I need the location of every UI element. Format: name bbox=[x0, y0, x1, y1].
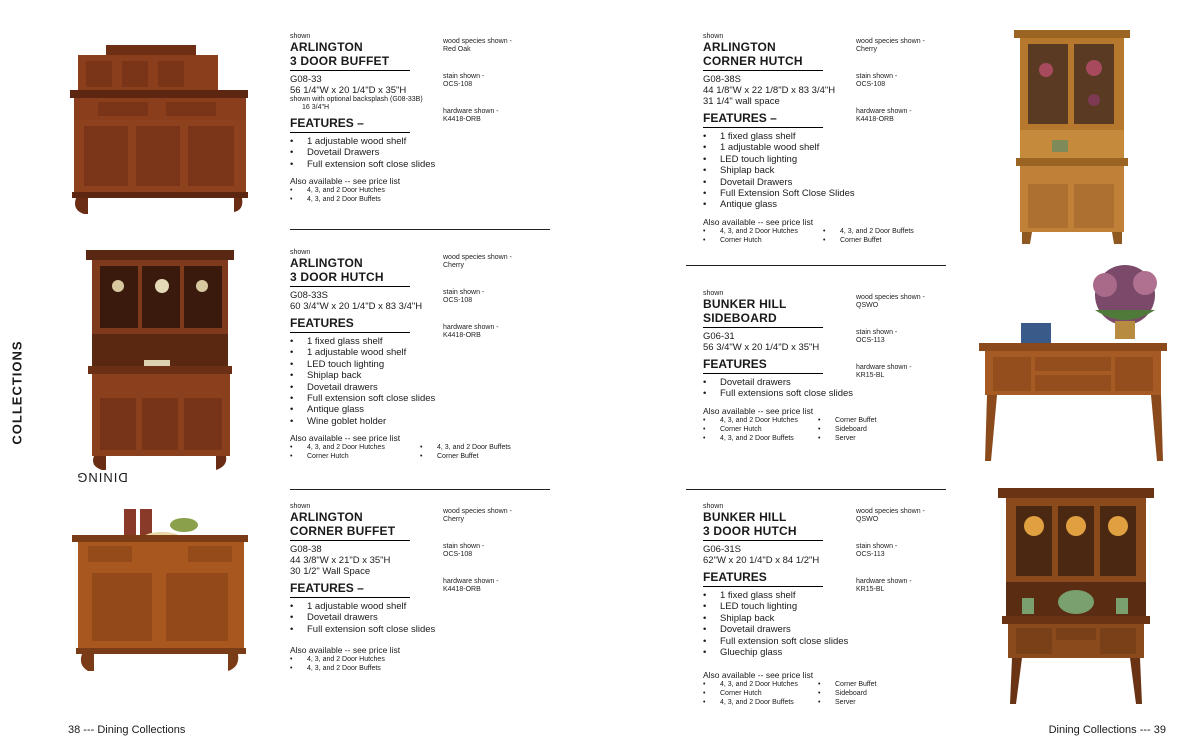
product-title-line2: CORNER BUFFET bbox=[290, 524, 396, 538]
side-section-label bbox=[2, 300, 128, 500]
product-specs bbox=[856, 38, 925, 143]
divider bbox=[686, 265, 946, 266]
hardware-value: KR15-BL bbox=[856, 372, 885, 379]
features-heading: FEATURES – bbox=[290, 116, 364, 130]
features-heading: FEATURES bbox=[703, 357, 767, 371]
wood-label: wood species shown - bbox=[443, 254, 512, 261]
available-item: • Sideboard bbox=[818, 425, 918, 434]
also-available-label: Also available -- see price list bbox=[290, 645, 401, 656]
product-code: G08-38 bbox=[290, 544, 322, 555]
available-item: • 4, 3, and 2 Door Buffets bbox=[823, 227, 943, 236]
feature-item: • Gluechip glass bbox=[703, 647, 943, 658]
divider bbox=[290, 229, 550, 230]
also-available-label: Also available -- see price list bbox=[703, 216, 814, 227]
available-list bbox=[290, 443, 511, 461]
product-arlington-corner-buffet bbox=[290, 503, 440, 673]
wood-value: Cherry bbox=[443, 516, 465, 523]
feature-item: • Shiplap back bbox=[290, 370, 440, 381]
title-rule bbox=[290, 540, 410, 541]
product-note: shown with optional backsplash (G08-33B) bbox=[290, 96, 423, 103]
arlington-3-door-hutch-image bbox=[84, 248, 239, 473]
product-title-line1: ARLINGTON bbox=[703, 40, 776, 54]
product-title-line1: ARLINGTON bbox=[290, 510, 363, 524]
product-dimensions: 62"W x 20 1/4"D x 84 1/2"H bbox=[703, 555, 820, 566]
available-item: • Server bbox=[818, 698, 918, 707]
arlington-3-door-buffet-image bbox=[68, 42, 253, 220]
hardware-label: hardware shown - bbox=[856, 578, 912, 585]
available-item: • 4, 3, and 2 Door Buffets bbox=[420, 443, 550, 452]
available-list bbox=[703, 680, 943, 707]
feature-item: • Dovetail Drawers bbox=[290, 147, 440, 158]
product-specs bbox=[856, 508, 925, 613]
feature-item: • 1 adjustable wood shelf bbox=[290, 136, 440, 147]
side-label-light: DINING bbox=[76, 470, 128, 485]
stain-label: stain shown - bbox=[443, 543, 485, 550]
features-rule bbox=[290, 332, 410, 333]
hardware-label: hardware shown - bbox=[443, 108, 499, 115]
also-available-label: Also available -- see price list bbox=[703, 670, 814, 681]
bunker-hill-3-door-hutch-image bbox=[996, 486, 1156, 711]
stain-value: OCS-108 bbox=[856, 81, 886, 88]
wood-value: Cherry bbox=[443, 262, 465, 269]
feature-item: • Full Extension Soft Close Slides bbox=[703, 188, 943, 199]
product-dimensions: 44 1/8"W x 22 1/8"D x 83 3/4"H bbox=[703, 85, 836, 96]
feature-item: • Wine goblet holder bbox=[290, 416, 440, 427]
also-available-label: Also available -- see price list bbox=[290, 176, 401, 187]
product-dimensions: 60 3/4"W x 20 1/4"D x 83 3/4"H bbox=[290, 301, 423, 312]
product-title-line2: SIDEBOARD bbox=[703, 311, 777, 325]
available-item: • Corner Buffet bbox=[818, 680, 918, 689]
product-title-line2: 3 DOOR HUTCH bbox=[290, 270, 384, 284]
wood-value: Cherry bbox=[856, 46, 878, 53]
bunker-hill-sideboard-image bbox=[975, 255, 1175, 465]
product-wall-space: 31 1/4" wall space bbox=[703, 96, 780, 107]
stain-label: stain shown - bbox=[856, 329, 898, 336]
available-item: • Corner Hutch bbox=[290, 452, 420, 461]
product-code: G08-38S bbox=[703, 74, 742, 85]
available-item: • 4, 3, and 2 Door Buffets bbox=[290, 664, 490, 673]
wood-value: Red Oak bbox=[443, 46, 471, 53]
hardware-value: K4418-ORB bbox=[856, 116, 894, 123]
available-list bbox=[703, 227, 943, 245]
wood-label: wood species shown - bbox=[856, 38, 925, 45]
shown-label: shown bbox=[703, 503, 724, 510]
available-item: • 4, 3, and 2 Door Hutches bbox=[290, 655, 490, 664]
feature-item: • 1 adjustable wood shelf bbox=[290, 601, 440, 612]
product-wall-space: 30 1/2" Wall Space bbox=[290, 566, 371, 577]
product-title-line2: CORNER HUTCH bbox=[703, 54, 803, 68]
stain-value: OCS-113 bbox=[856, 337, 885, 344]
available-item: • 4, 3, and 2 Door Hutches bbox=[703, 416, 818, 425]
feature-item: • 1 adjustable wood shelf bbox=[290, 347, 440, 358]
feature-item: • LED touch lighting bbox=[703, 154, 943, 165]
available-list bbox=[290, 186, 440, 204]
feature-item: • 1 fixed glass shelf bbox=[290, 336, 440, 347]
feature-item: • LED touch lighting bbox=[703, 601, 943, 612]
arlington-corner-buffet-image bbox=[70, 505, 250, 677]
product-title-line2: 3 DOOR HUTCH bbox=[703, 524, 797, 538]
features-rule bbox=[703, 127, 823, 128]
divider bbox=[290, 489, 550, 490]
available-item: • Corner Hutch bbox=[703, 236, 823, 245]
page-footer-left: 38 --- Dining Collections bbox=[68, 724, 186, 736]
available-item: • Sideboard bbox=[818, 689, 918, 698]
also-available-label: Also available -- see price list bbox=[290, 433, 401, 444]
hardware-label: hardware shown - bbox=[856, 364, 912, 371]
feature-item: • Shiplap back bbox=[703, 613, 943, 624]
features-list bbox=[290, 601, 440, 635]
available-item: • Corner Buffet bbox=[818, 416, 918, 425]
features-heading: FEATURES – bbox=[703, 111, 777, 125]
available-item: • Server bbox=[818, 434, 918, 443]
feature-item: • Antique glass bbox=[290, 404, 440, 415]
divider bbox=[686, 489, 946, 490]
feature-item: • Antique glass bbox=[703, 199, 943, 210]
page-footer-right: Dining Collections --- 39 bbox=[1048, 724, 1166, 736]
available-item: • Corner Hutch bbox=[703, 425, 818, 434]
features-heading: FEATURES bbox=[703, 570, 767, 584]
feature-item: • Full extensions soft close slides bbox=[703, 388, 943, 399]
product-title-line1: BUNKER HILL bbox=[703, 510, 787, 524]
feature-item: • Full extension soft close slides bbox=[290, 393, 440, 404]
hardware-label: hardware shown - bbox=[443, 578, 499, 585]
product-title-line1: ARLINGTON bbox=[290, 40, 363, 54]
stain-label: stain shown - bbox=[443, 289, 485, 296]
title-rule bbox=[703, 540, 823, 541]
product-specs bbox=[856, 294, 925, 399]
product-dimensions: 56 1/4"W x 20 1/4"D x 35"H bbox=[290, 85, 407, 96]
hardware-label: hardware shown - bbox=[856, 108, 912, 115]
product-specs bbox=[443, 254, 512, 359]
stain-value: OCS-108 bbox=[443, 81, 473, 88]
title-rule bbox=[703, 70, 823, 71]
product-title-line1: ARLINGTON bbox=[290, 256, 363, 270]
title-rule bbox=[290, 286, 410, 287]
available-item: • Corner Buffet bbox=[420, 452, 550, 461]
features-rule bbox=[290, 132, 410, 133]
also-available-label: Also available -- see price list bbox=[703, 405, 814, 416]
feature-item: • Dovetail drawers bbox=[703, 624, 943, 635]
features-rule bbox=[703, 373, 823, 374]
shown-label: shown bbox=[703, 290, 724, 297]
wood-label: wood species shown - bbox=[443, 508, 512, 515]
available-item: • 4, 3, and 2 Door Hutches bbox=[290, 443, 420, 452]
title-rule bbox=[703, 327, 823, 328]
wood-value: QSWO bbox=[856, 516, 879, 523]
available-item: • 4, 3, and 2 Door Hutches bbox=[703, 227, 823, 236]
product-code: G06-31 bbox=[703, 331, 735, 342]
feature-item: • Dovetail drawers bbox=[703, 377, 943, 388]
stain-label: stain shown - bbox=[856, 543, 898, 550]
product-dimensions: 44 3/8"W x 21"D x 35"H bbox=[290, 555, 391, 566]
wood-value: QSWO bbox=[856, 302, 879, 309]
hardware-value: K4418-ORB bbox=[443, 586, 481, 593]
hardware-value: KR15-BL bbox=[856, 586, 885, 593]
available-item: • Corner Hutch bbox=[703, 689, 818, 698]
available-item: • 4, 3, and 2 Door Buffets bbox=[290, 195, 490, 204]
feature-item: • Full extension soft close slides bbox=[290, 159, 440, 170]
feature-item: • Full extension soft close slides bbox=[703, 636, 943, 647]
stain-value: OCS-113 bbox=[856, 551, 885, 558]
available-list bbox=[290, 655, 440, 673]
available-item: • Corner Buffet bbox=[823, 236, 943, 245]
product-specs bbox=[443, 38, 512, 143]
shown-label: shown bbox=[290, 33, 311, 40]
stain-value: OCS-108 bbox=[443, 551, 473, 558]
stain-value: OCS-108 bbox=[443, 297, 473, 304]
shown-label: shown bbox=[703, 33, 724, 40]
features-rule bbox=[290, 597, 410, 598]
available-item: • 4, 3, and 2 Door Hutches bbox=[290, 186, 490, 195]
product-code: G08-33S bbox=[290, 290, 329, 301]
feature-item: • 1 fixed glass shelf bbox=[703, 131, 943, 142]
features-heading: FEATURES bbox=[290, 316, 354, 330]
available-list bbox=[703, 416, 943, 443]
side-label-bold: COLLECTIONS bbox=[9, 340, 25, 445]
product-title-line2: 3 DOOR BUFFET bbox=[290, 54, 390, 68]
feature-item: • 1 adjustable wood shelf bbox=[703, 142, 943, 153]
shown-label: shown bbox=[290, 503, 311, 510]
wood-label: wood species shown - bbox=[856, 294, 925, 301]
available-item: • 4, 3, and 2 Door Hutches bbox=[703, 680, 818, 689]
product-title-line1: BUNKER HILL bbox=[703, 297, 787, 311]
product-specs bbox=[443, 508, 512, 613]
product-arlington-3-door-buffet bbox=[290, 33, 440, 204]
stain-label: stain shown - bbox=[443, 73, 485, 80]
product-code: G08-33 bbox=[290, 74, 322, 85]
feature-item: • Dovetail drawers bbox=[290, 382, 440, 393]
features-rule bbox=[703, 586, 823, 587]
feature-item: • Dovetail drawers bbox=[290, 612, 440, 623]
feature-item: • LED touch lighting bbox=[290, 359, 440, 370]
shown-label: shown bbox=[290, 249, 311, 256]
stain-label: stain shown - bbox=[856, 73, 898, 80]
title-rule bbox=[290, 70, 410, 71]
feature-item: • 1 fixed glass shelf bbox=[703, 590, 943, 601]
arlington-corner-hutch-image bbox=[1012, 28, 1132, 248]
hardware-label: hardware shown - bbox=[443, 324, 499, 331]
features-list bbox=[290, 136, 440, 170]
product-dimensions: 56 3/4"W x 20 1/4"D x 35"H bbox=[703, 342, 820, 353]
hardware-value: K4418-ORB bbox=[443, 332, 481, 339]
available-item: • 4, 3, and 2 Door Buffets bbox=[703, 434, 818, 443]
wood-label: wood species shown - bbox=[443, 38, 512, 45]
feature-item: • Dovetail Drawers bbox=[703, 177, 943, 188]
feature-item: • Full extension soft close slides bbox=[290, 624, 440, 635]
product-note-height: 16 3/4"H bbox=[302, 104, 330, 111]
hardware-value: K4418-ORB bbox=[443, 116, 481, 123]
wood-label: wood species shown - bbox=[856, 508, 925, 515]
available-item: • 4, 3, and 2 Door Buffets bbox=[703, 698, 818, 707]
features-list bbox=[290, 336, 440, 427]
product-code: G06-31S bbox=[703, 544, 742, 555]
features-heading: FEATURES – bbox=[290, 581, 364, 595]
feature-item: • Shiplap back bbox=[703, 165, 943, 176]
